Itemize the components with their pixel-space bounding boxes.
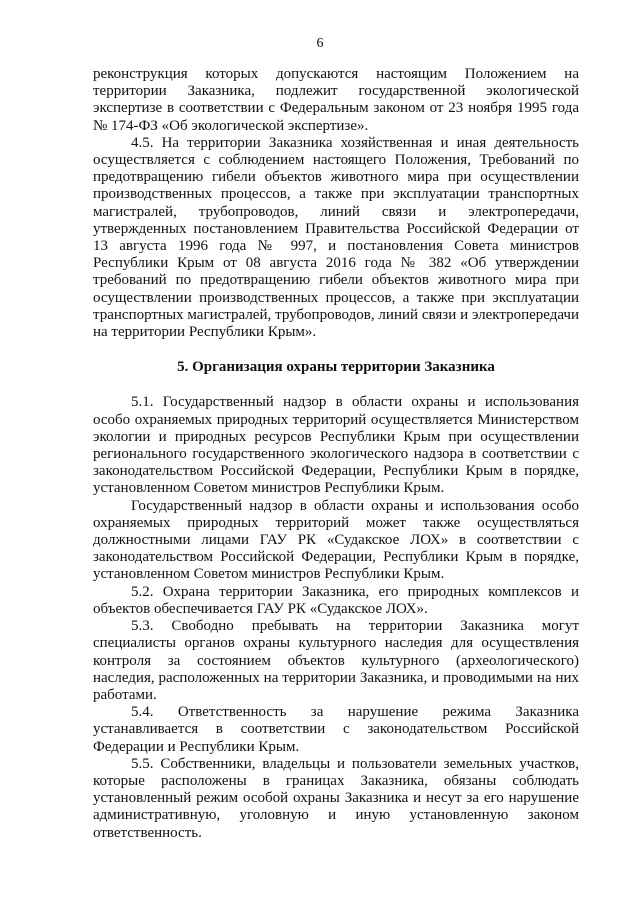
- page-number: 6: [316, 36, 324, 51]
- paragraph-continuation: реконструкция которых допускаются настоящим Положением на территории Заказника, подлежит государственной экологической экспертизе в соответствии с Федеральным законом от 23 ноября 1995 года № 174-ФЗ «Об экологической экспертизе».: [93, 66, 579, 134]
- paragraph-4-5: 4.5. На территории Заказника хозяйственная и иная деятельность осуществляется с соблюдением настоящего Положения, Требований по предотвращению гибели объектов животного мира при осуществлении производственных процессов, а также при эксплуатации транспортных магистралей, трубопроводов, линий связи и электропередачи, утвержденных постановлением Правительства Российской Федерации от 13 августа 1996 года № 997, и постановления Совета министров Республики Крым от 08 августа 2016 года № 382 «Об утверждении требований по предотвращению гибели объектов животного мира при осуществлении производственных процессов, а также при эксплуатации транспортных магистралей, трубопроводов, линий связи и электропередачи на территории Республики Крым».: [93, 134, 579, 341]
- paragraph-5-2: 5.2. Охрана территории Заказника, его природных комплексов и объектов обеспечивается ГАУ РК «Судакское ЛОХ».: [93, 583, 579, 617]
- paragraph-5-4: 5.4. Ответственность за нарушение режима Заказника устанавливается в соответствии с законодательством Российской Федерации и Республики Крым.: [93, 704, 579, 755]
- paragraph-5-1: 5.1. Государственный надзор в области охраны и использования особо охраняемых природных территорий осуществляется Министерством экологии и природных ресурсов Республики Крым при осуществлении регионального государственного экологического надзора в соответствии с законодательством Российской Федерации, Республики Крым в порядке, установленном Советом министров Республики Крым.: [93, 394, 579, 497]
- page-content: [93, 66, 579, 842]
- paragraph-5-5: 5.5. Собственники, владельцы и пользователи земельных участков, которые расположены в границах Заказника, обязаны соблюдать установленный режим особой охраны Заказника и несут за его нарушение административную, уголовную и иную установленную законом ответственность.: [93, 755, 579, 841]
- paragraph-5-3: 5.3. Свободно пребывать на территории Заказника могут специалисты органов охраны культурного наследия для осуществления контроля за состоянием объектов культурного (археологического) наследия, расположенных на территории Заказника, и проводимыми на них работами.: [93, 618, 579, 703]
- section-heading: 5. Организация охраны территории Заказника: [177, 359, 495, 376]
- paragraph-5-1-b: Государственный надзор в области охраны и использования особо охраняемых природных территорий может также осуществляться должностными лицами ГАУ РК «Судакское ЛОХ» в соответствии с законодательством Российской Федерации, Республики Крым в порядке, установленном Советом министров Республики Крым.: [93, 497, 579, 583]
